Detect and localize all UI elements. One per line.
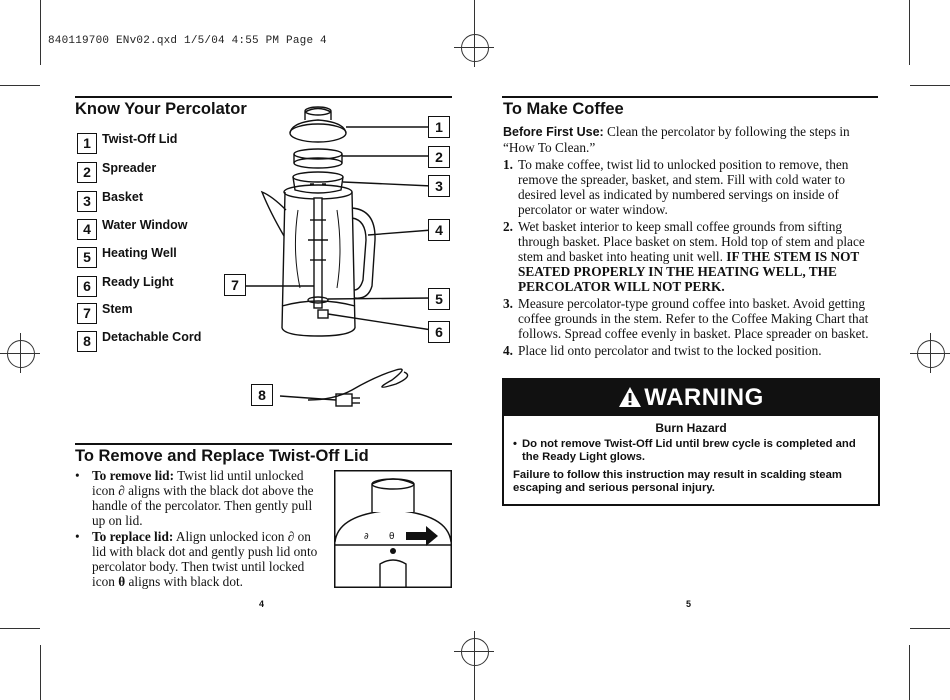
warning-heading: WARNING [644,384,764,411]
diagram-callout: 3 [428,175,450,197]
part-number: 8 [77,331,97,352]
part-label: Spreader [102,161,157,175]
part-label: Stem [102,302,133,316]
part-number: 1 [77,133,97,154]
burn-hazard-title: Burn Hazard [655,421,727,435]
warning-bullet-item [513,438,869,465]
part-number: 7 [77,303,97,324]
before-first-use-label: Before First Use: [503,125,604,139]
diagram-callout: 2 [428,146,450,168]
section-rule [75,443,452,445]
step-text: To make coffee, twist lid to unlocked position to remove, then remove the spreader, basket, and stem. Fill with cold water to desired level as indicated by numbered servings on inside of percolator or water window. [518,157,849,217]
remove-text: Twist lid until unlocked icon [92,468,304,498]
before-first-use [503,124,878,155]
percolator-diagram [200,100,450,420]
make-coffee-heading: To Make Coffee [503,100,624,118]
part-label: Heating Well [102,246,177,260]
replace-lid-item [75,529,327,589]
part-label: Water Window [102,218,188,232]
part-number: 4 [77,219,97,240]
part-number: 2 [77,162,97,183]
part-number: 3 [77,191,97,212]
bullet: • [513,437,517,450]
registration-mark-icon [461,34,489,62]
warning-triangle-icon [618,386,642,408]
page-number-left: 4 [259,599,265,609]
crop-mark [910,85,950,86]
part-number: 5 [77,247,97,268]
crop-mark [40,0,41,65]
step-item [503,157,878,217]
crop-mark [40,645,41,700]
step-number: 1. [503,157,513,172]
make-coffee-instructions [503,124,878,358]
remove-lid-heading: To Remove and Replace Twist-Off Lid [75,447,369,465]
part-label: Basket [102,190,143,204]
remove-lid-instructions [75,468,327,589]
diagram-callout: 8 [251,384,273,406]
warning-footer: Failure to follow this instruction may result in scalding steam escaping and serious personal injury. [513,468,842,494]
diagram-callout: 5 [428,288,450,310]
lid-alignment-diagram [334,470,452,588]
unlocked-icon: ∂ [118,483,125,498]
diagram-callout: 7 [224,274,246,296]
warning-bar [504,380,878,416]
remove-label: To remove lid: [92,468,174,483]
section-rule [75,96,452,98]
crop-mark [909,0,910,65]
part-number: 6 [77,276,97,297]
crop-mark [474,670,475,700]
step-text: Measure percolator-type ground coffee into basket. Avoid getting coffee grounds in the stem. Refer to the Coffee Making Chart that follows. Spread coffee evenly in basket. Place spreader on basket. [518,296,869,341]
diagram-callout: 4 [428,219,450,241]
remove-text: aligns with the black dot above the handle of the percolator. Then gently pull up on lid. [92,483,314,528]
step-number: 2. [503,219,513,234]
step-item [503,343,878,358]
step-number: 3. [503,296,513,311]
warning-box [502,378,880,506]
page-number-right: 5 [686,599,692,609]
diagram-callout: 6 [428,321,450,343]
step-emphasis: IF THE STEM IS NOT SEATED PROPERLY IN THE HEATING WELL, THE PERCOLATOR WILL NOT PERK. [518,249,860,294]
warning-body [504,416,878,496]
part-label: Detachable Cord [102,330,202,344]
remove-lid-item [75,468,327,528]
replace-text: Align unlocked icon [173,529,288,544]
crop-mark [910,628,950,629]
bullet: • [75,529,80,544]
svg-text:θ: θ [389,532,395,542]
locked-icon: θ [118,574,126,589]
step-text: Place lid onto percolator and twist to the locked position. [518,343,822,358]
registration-mark-icon [461,638,489,666]
crop-mark [0,628,40,629]
registration-mark-icon [7,340,35,368]
step-item [503,296,878,341]
part-label: Twist-Off Lid [102,132,178,146]
replace-text: on lid with black dot and gently push lid onto percolator body. Then twist until locked icon [92,529,318,589]
file-slug: 840119700 ENv02.qxd 1/5/04 4:55 PM Page 4 [48,35,327,47]
step-text: Wet basket interior to keep small coffee grounds from sifting through basket. Place basket on stem. Hold top of stem and place stem and basket into heating unit well. [518,219,865,264]
replace-text: aligns with black dot. [125,574,243,589]
crop-mark [0,85,40,86]
registration-mark-icon [917,340,945,368]
part-label: Ready Light [102,275,174,289]
crop-mark [474,0,475,30]
step-item [503,219,878,294]
section-rule [502,96,878,98]
unlocked-icon: ∂ [287,529,295,544]
step-number: 4. [503,343,513,358]
diagram-callout: 1 [428,116,450,138]
crop-mark [909,645,910,700]
replace-label: To replace lid: [92,529,174,544]
bullet: • [75,468,80,483]
know-percolator-heading: Know Your Percolator [75,100,247,118]
before-first-use-text: Clean the percolator by following the steps in “How To Clean.” [503,124,850,155]
svg-text:∂: ∂ [364,532,369,542]
warning-bullet-text: Do not remove Twist-Off Lid until brew cycle is completed and the Ready Light glows. [522,437,856,463]
